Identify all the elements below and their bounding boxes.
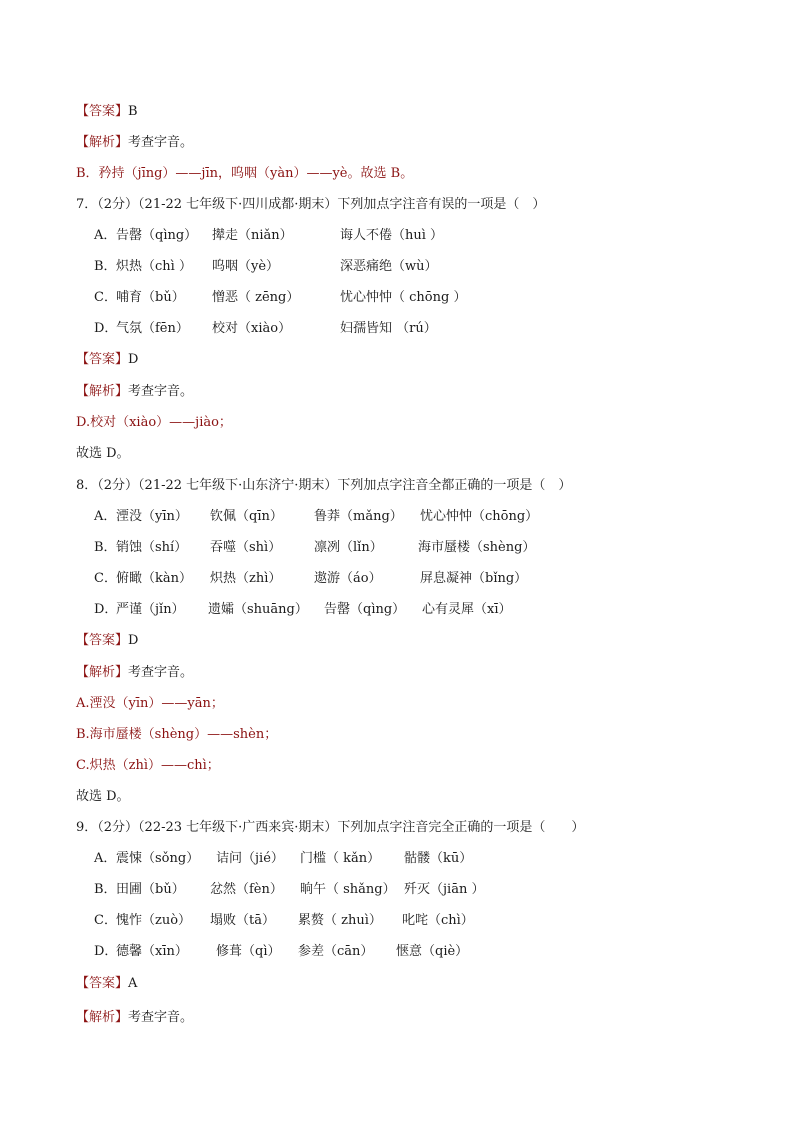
q7-option-b: B． 炽热（chì ） 呜咽（yè） 深恶痛绝（wù） — [94, 259, 438, 274]
q7-analysis-line: D.校对（xiào）——jiào； — [76, 415, 232, 430]
q8-conclusion: 故选 D。 — [76, 789, 130, 804]
q9-stem: 9．（2分）（22-23 七年级下·广西来宾·期末）下列加点字注音完全正确的一项是（ ） — [76, 820, 585, 835]
q9-option-d: D． 德馨（xīn） 修葺（qì） 参差（cān） 惬意（qiè） — [94, 944, 469, 959]
q8-analysis-line-c: C.炽热（zhì）——chì； — [76, 758, 220, 773]
q8-analysis-line-b: B.海市蜃楼（shèng）——shèn； — [76, 727, 278, 742]
q8-analysis: 【解析】考查字音。 — [76, 665, 194, 680]
q7-conclusion: 故选 D。 — [76, 446, 130, 461]
q9-option-a: A． 震悚（sǒng） 诘问（jié） 门槛（ kǎn） 骷髅（kū） — [94, 851, 473, 866]
q9-answer: 【答案】A — [76, 976, 138, 991]
q8-option-a: A． 湮没（yīn） 钦佩（qīn） 鲁莽（mǎng） 忧心忡忡（chōng） — [94, 509, 539, 524]
q8-answer: 【答案】D — [76, 633, 139, 648]
q6-analysis-line: B．矜持（jīng）——jīn，呜咽（yàn）——yè。故选 B。 — [76, 166, 414, 181]
q6-analysis: 【解析】考查字音。 — [76, 135, 194, 150]
q8-stem: 8．（2分）（21-22 七年级下·山东济宁·期末）下列加点字注音全都正确的一项是（ ） — [76, 478, 572, 493]
q8-option-c: C． 俯瞰（kàn） 炽热（zhì） 遨游（áo） 屏息凝神（bǐng） — [94, 571, 528, 586]
q8-analysis-line-a: A.湮没（yīn）——yān； — [76, 696, 224, 711]
q8-option-b: B． 销蚀（shí） 吞噬（shì） 凛冽（lǐn） 海市蜃楼（shèng） — [94, 540, 536, 555]
q7-analysis: 【解析】考查字音。 — [76, 384, 194, 399]
q8-option-d: D． 严谨（jǐn） 遗孀（shuāng） 告罄（qìng） 心有灵犀（xī） — [94, 602, 512, 617]
q9-option-c: C． 愧怍（zuò） 塌败（tā） 累赘（ zhuì） 叱咤（chì） — [94, 913, 474, 928]
q7-option-c: C． 哺育（bǔ） 憎恶（ zēng） 忧心忡忡（ chōng ） — [94, 290, 467, 305]
q7-option-d: D． 气氛（fēn） 校对（xiào） 妇孺皆知 （rú） — [94, 321, 437, 336]
q9-option-b: B． 田圃（bǔ） 忿然（fèn） 晌午（ shǎng） 歼灭（jiān ） — [94, 882, 485, 897]
q7-option-a: A． 告罄（qìng） 撵走（niǎn） 诲人不倦（huì ） — [94, 228, 444, 243]
q7-stem: 7．（2分）（21-22 七年级下·四川成都·期末）下列加点字注音有误的一项是（ ） — [76, 197, 546, 212]
q9-analysis: 【解析】考查字音。 — [76, 1010, 194, 1025]
q6-answer: 【答案】B — [76, 104, 138, 119]
q7-answer: 【答案】D — [76, 352, 139, 367]
